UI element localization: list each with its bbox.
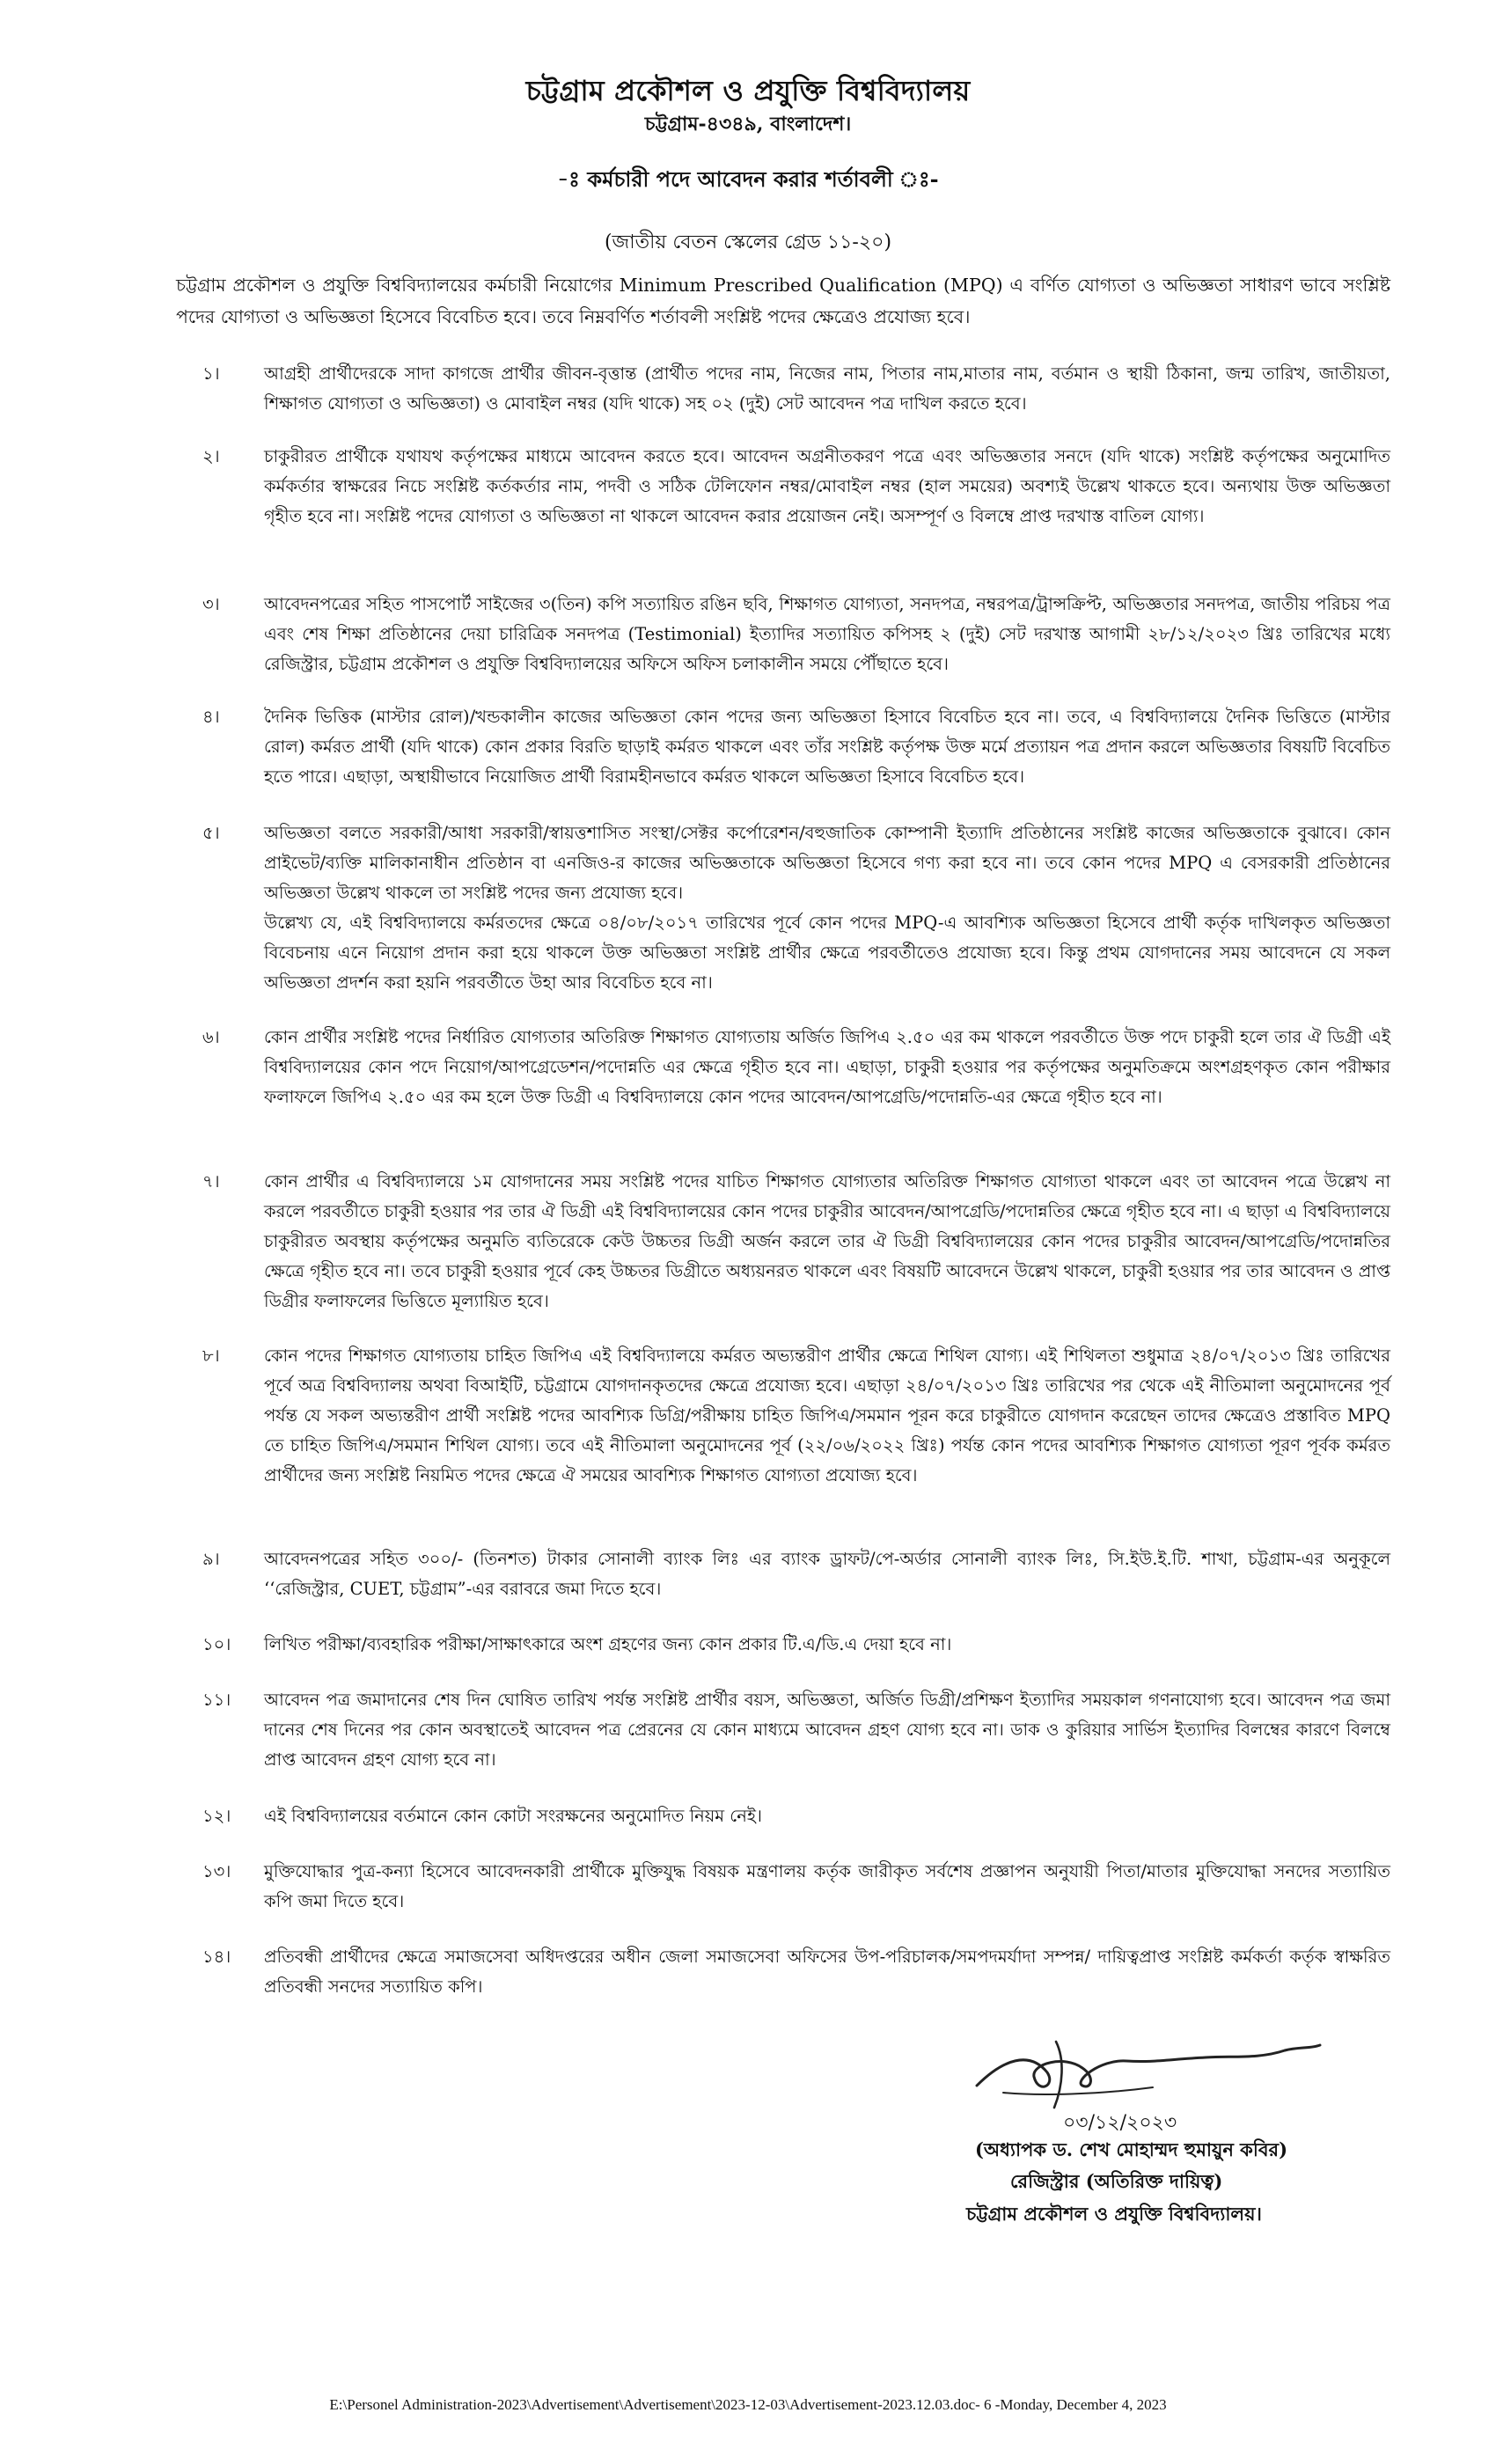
condition-item-1 — [176, 359, 1390, 419]
item-text: মুক্তিযোদ্ধার পুত্র-কন্যা হিসেবে আবেদনকারী প্রার্থীকে মুক্তিযুদ্ধ বিষয়ক মন্ত্রণালয় কর্তৃক জারীকৃত সর্বশেষ প্রজ্ঞাপন অনুযায়ী পিতা/মাতার মুক্তিযোদ্ধা সনদের সত্যায়িত কপি জমা দিতে হবে। — [264, 1861, 1390, 1911]
item-text: প্রতিবন্ধী প্রার্থীদের ক্ষেত্রে সমাজসেবা অধিদপ্তরের অধীন জেলা সমাজসেবা অফিসের উপ-পরিচালক/সমপদমর্যাদা সম্পন্ন/ দায়িত্বপ্রাপ্ত সংশ্লিষ্ট কর্মকর্তা কর্তৃক স্বাক্ষরিত প্রতিবন্ধী সনদের সত্যায়িত কপি। — [264, 1947, 1390, 1997]
item-number: ১০। — [202, 1634, 231, 1654]
item-number: ৫। — [202, 823, 220, 843]
condition-item-5 — [176, 818, 1390, 998]
signatory-organization: চট্টগ্রাম প্রকৌশল ও প্রযুক্তি বিশ্ববিদ্যালয়। — [966, 2203, 1262, 2225]
condition-item-11 — [176, 1685, 1390, 1775]
item-number: ৬। — [202, 1027, 220, 1047]
item-number: ১। — [202, 363, 220, 384]
item-text: আবেদনপত্রের সহিত ৩০০/- (তিনশত) টাকার সোনালী ব্যাংক লিঃ এর ব্যাংক ড্রাফট/পে-অর্ডার সোনালী ব্যাংক লিঃ, সি.ইউ.ই.টি. শাখা, চট্টগ্রাম-এর অনুকূলে ‘‘রেজিস্ট্রার, CUET, চট্টগ্রাম”-এর বরাবরে জমা দিতে হবে। — [264, 1549, 1390, 1599]
condition-item-13 — [176, 1857, 1390, 1917]
item-text: কোন প্রার্থীর এ বিশ্ববিদ্যালয়ে ১ম যোগদানের সময় সংশ্লিষ্ট পদের যাচিত শিক্ষাগত যোগ্যতার অতিরিক্ত শিক্ষাগত যোগ্যতা থাকলে এবং তা আবেদন পত্রে উল্লেখ না করলে পরবর্তীতে চাকুরী হওয়ার পর তার ঐ ডিগ্রী এই বিশ্ববিদ্যালয়ের কোন পদের চাকুরীর আবেদন/আপগ্রেডি/পদোন্নতির ক্ষেত্রে গৃহীত হবে না। এ ছাড়া এ বিশ্ববিদ্যালয়ে চাকুরীরত অবস্থায় কর্তৃপক্ষের অনুমতি ব্যতিরেকে কেউ উচ্চতর ডিগ্রী অর্জন করলে তার ঐ ডিগ্রী বিশ্ববিদ্যালয়ের কোন পদের চাকুরীর আবেদন/আপগ্রেডি/পদোন্নতির ক্ষেত্রে গৃহীত হবে না। তবে চাকুরী হওয়ার পূর্বে কেহ উচ্চতর ডিগ্রীতে অধ্যয়নরত থাকলে এবং বিষয়টি আবেদনে উল্লেখ থাকলে, চাকুরী হওয়ার পর তার আবেদন ও প্রাপ্ত ডিগ্রীর ফলাফলের ভিত্তিতে মূল্যায়িত হবে। — [264, 1171, 1390, 1311]
condition-item-8 — [176, 1341, 1390, 1491]
signature-date: ০৩/১২/২০২৩ — [1063, 2112, 1177, 2134]
condition-item-4 — [176, 702, 1390, 792]
item-text: এই বিশ্ববিদ্যালয়ের বর্তমানে কোন কোটা সংরক্ষনের অনুমোদিত নিয়ম নেই। — [264, 1806, 762, 1826]
item-text: কোন প্রার্থীর সংশ্লিষ্ট পদের নির্ধারিত যোগ্যতার অতিরিক্ত শিক্ষাগত যোগ্যতায় অর্জিত জিপিএ ২.৫০ এর কম থাকলে পরবর্তীতে উক্ত পদে চাকুরী হলে তার ঐ ডিগ্রী এই বিশ্ববিদ্যালয়ের কোন পদে নিয়োগ/আপগ্রেডেশন/পদোন্নতি এর ক্ষেত্রে গৃহীত হবে না। এছাড়া, চাকুরী হওয়ার পর কর্তৃপক্ষের অনুমতিক্রমে অংশগ্রহণকৃত কোন পরীক্ষার ফলাফলে জিপিএ ২.৫০ এর কম হলে উক্ত ডিগ্রী এ বিশ্ববিদ্যালয়ে কোন পদের আবেদন/আপগ্রেডি/পদোন্নতি-এর ক্ষেত্রে গৃহীত হবে না। — [264, 1027, 1390, 1107]
item-number: ৩। — [202, 594, 220, 614]
item-text: আবেদন পত্র জমাদানের শেষ দিন ঘোষিত তারিখ পর্যন্ত সংশ্লিষ্ট প্রার্থীর বয়স, অভিজ্ঞতা, অর্জিত ডিগ্রী/প্রশিক্ষণ ইত্যাদির সময়কাল গণনাযোগ্য হবে। আবেদন পত্র জমা দানের শেষ দিনের পর কোন অবস্থাতেই আবেদন পত্র প্রেরনের যে কোন মাধ্যমে আবেদন গ্রহণ যোগ্য হবে না। ডাক ও কুরিয়ার সার্ভিস ইত্যাদির বিলম্বের কারণে বিলম্বে প্রাপ্ত আবেদন গ্রহণ যোগ্য হবে না। — [264, 1690, 1390, 1770]
signatory-name: (অধ্যাপক ড. শেখ মোহাম্মদ হুমায়ুন কবির) — [975, 2138, 1288, 2160]
item-text: কোন পদের শিক্ষাগত যোগ্যতায় চাহিত জিপিএ এই বিশ্ববিদ্যালয়ে কর্মরত অভ্যন্তরীণ প্রার্থীর ক্ষেত্রে শিথিল যোগ্য। এই শিথিলতা শুধুমাত্র ২৪/০৭/২০১৩ খ্রিঃ তারিখের পূর্বে অত্র বিশ্ববিদ্যালয় অথবা বিআইটি, চট্টগ্রামে যোগদানকৃতদের ক্ষেত্রে প্রযোজ্য হবে। এছাড়া ২৪/০৭/২০১৩ খ্রিঃ তারিখের পর থেকে এই নীতিমালা অনুমোদনের পূর্ব পর্যন্ত যে সকল অভ্যন্তরীণ প্রার্থী সংশ্লিষ্ট পদের আবশ্যিক ডিগ্রি/পরীক্ষায় চাহিত জিপিএ/সমমান পূরন করে চাকুরীতে যোগদান করেছেন তাদের ক্ষেত্রেও প্রস্তাবিত MPQ তে চাহিত জিপিএ/সমমান শিথিল যোগ্য। তবে এই নীতিমালা অনুমোদনের পূর্ব (২২/০৬/২০২২ খ্রিঃ) পর্যন্ত কোন পদের আবশ্যিক শিক্ষাগত যোগ্যতা পূরণ পূর্বক কর্মরত প্রার্থীদের জন্য সংশ্লিষ্ট নিয়মিত পদের ক্ষেত্রে ঐ সময়ের আবশ্যিক শিক্ষাগত যোগ্যতা প্রযোজ্য হবে। — [264, 1346, 1390, 1485]
condition-item-9 — [176, 1544, 1390, 1604]
condition-item-3 — [176, 590, 1390, 679]
item-number: ২। — [202, 446, 220, 466]
intro-paragraph: চট্টগ্রাম প্রকৌশল ও প্রযুক্তি বিশ্ববিদ্যালয়ের কর্মচারী নিয়োগের Minimum Prescribed Qualification (MPQ) এ বর্ণিত যোগ্যতা ও অভিজ্ঞতা সাধারণ ভাবে সংশ্লিষ্ট পদের যোগ্যতা ও অভিজ্ঞতা হিসেবে বিবেচিত হবে। তবে নিম্নবর্ণিত শর্তাবলী সংশ্লিষ্ট পদের ক্ষেত্রেও প্রযোজ্য হবে। — [176, 275, 1390, 327]
university-address: চট্টগ্রাম-৪৩৪৯, বাংলাদেশ। — [644, 113, 852, 136]
condition-item-2 — [176, 442, 1390, 532]
item-number: ৮। — [202, 1346, 220, 1366]
university-title: চট্টগ্রাম প্রকৌশল ও প্রযুক্তি বিশ্ববিদ্যালয় — [525, 74, 971, 107]
condition-item-7 — [176, 1167, 1390, 1316]
item-number: ৯। — [202, 1549, 220, 1569]
item-number: ৭। — [202, 1171, 220, 1192]
signatory-designation: রেজিস্ট্রার (অতিরিক্ত দায়িত্ব) — [1010, 2170, 1223, 2192]
item-number: ৪। — [202, 707, 220, 727]
item-text: আগ্রহী প্রার্থীদেরকে সাদা কাগজে প্রার্থীর জীবন-বৃত্তান্ত (প্রার্থীত পদের নাম, নিজের নাম, পিতার নাম,মাতার নাম, বর্তমান ও স্থায়ী ঠিকানা, জন্ম তারিখ, জাতীয়তা, শিক্ষাগত যোগ্যতা ও অভিজ্ঞতা) ও মোবাইল নম্বর (যদি থাকে) সহ ০২ (দুই) সেট আবেদন পত্র দাখিল করতে হবে। — [264, 363, 1390, 414]
condition-item-6 — [176, 1023, 1390, 1112]
condition-item-12 — [176, 1801, 1390, 1831]
file-path-footer: E:\Personel Administration-2023\Advertisement\Advertisement\2023-12-03\Advertisement-2023.12.03.doc- 6 -Monday, December 4, 2023 — [329, 2396, 1167, 2413]
item-text: আবেদনপত্রের সহিত পাসপোর্ট সাইজের ৩(তিন) কপি সত্যায়িত রঙিন ছবি, শিক্ষাগত যোগ্যতা, সনদপত্র, নম্বরপত্র/ট্রান্সক্রিপ্ট, অভিজ্ঞতার সনদপত্র, জাতীয় পরিচয় পত্র এবং শেষ শিক্ষা প্রতিষ্ঠানের দেয়া চারিত্রিক সনদপত্র (Testimonial) ইত্যাদির সত্যায়িত কপিসহ ২ (দুই) সেট দরখাস্ত আগামী ২৮/১২/২০২৩ খ্রিঃ তারিখের মধ্যে রেজিস্ট্রার, চট্টগ্রাম প্রকৌশল ও প্রযুক্তি বিশ্ববিদ্যালয়ের অফিসে অফিস চলাকালীন সময়ে পৌঁছাতে হবে। — [264, 594, 1390, 674]
item-text: অভিজ্ঞতা বলতে সরকারী/আধা সরকারী/স্বায়ত্তশাসিত সংস্থা/সেক্টর কর্পোরেশন/বহুজাতিক কোম্পানী ইত্যাদি প্রতিষ্ঠানের সংশ্লিষ্ট কাজের অভিজ্ঞতাকে বুঝাবে। কোন প্রাইভেট/ব্যক্তি মালিকানাধীন প্রতিষ্ঠান বা এনজিও-র কাজের অভিজ্ঞতাকে অভিজ্ঞতা হিসেবে গণ্য করা হবে না। তবে কোন পদের MPQ এ বেসরকারী প্রতিষ্ঠানের অভিজ্ঞতা উল্লেখ থাকলে তা সংশ্লিষ্ট পদের জন্য প্রযোজ্য হবে। — [264, 823, 1390, 903]
item-number: ১৩। — [202, 1861, 231, 1881]
condition-item-10 — [176, 1630, 1390, 1660]
item-text: লিখিত পরীক্ষা/ব্যবহারিক পরীক্ষা/সাক্ষাৎকারে অংশ গ্রহণের জন্য কোন প্রকার টি.এ/ডি.এ দেয়া হবে না। — [264, 1634, 952, 1654]
document-heading: -ঃ কর্মচারী পদে আবেদন করার শর্তাবলী ঃ- — [557, 166, 939, 192]
condition-item-14 — [176, 1942, 1390, 2002]
item-number: ১২। — [202, 1806, 231, 1826]
item-text: দৈনিক ভিত্তিক (মাস্টার রোল)/খন্ডকালীন কাজের অভিজ্ঞতা কোন পদের জন্য অভিজ্ঞতা হিসাবে বিবেচিত হবে না। তবে, এ বিশ্ববিদ্যালয়ে দৈনিক ভিত্তিতে (মাস্টার রোল) কর্মরত প্রার্থী (যদি থাকে) কোন প্রকার বিরতি ছাড়াই কর্মরত থাকলে এবং তাঁর সংশ্লিষ্ট কর্তৃপক্ষ উক্ত মর্মে প্রত্যায়ন পত্র প্রদান করলে অভিজ্ঞতার বিষয়টি বিবেচিত হতে পারে। এছাড়া, অস্থায়ীভাবে নিয়োজিত প্রার্থী বিরামহীনভাবে কর্মরত থাকলে অভিজ্ঞতা হিসাবে বিবেচিত হবে। — [264, 707, 1390, 787]
item-text: চাকুরীরত প্রার্থীকে যথাযথ কর্তৃপক্ষের মাধ্যমে আবেদন করতে হবে। আবেদন অগ্রনীতকরণ পত্রে এবং অভিজ্ঞতার সনদে (যদি থাকে) সংশ্লিষ্ট কর্তৃপক্ষের অনুমোদিত কর্মকর্তার স্বাক্ষরের নিচে সংশ্লিষ্ট কর্তকর্তার নাম, পদবী ও সঠিক টেলিফোন নম্বর/মোবাইল নম্বর (হাল সময়ের) অবশ্যই উল্লেখ থাকতে হবে। অন্যথায় উক্ত অভিজ্ঞতা গৃহীত হবে না। সংশ্লিষ্ট পদের যোগ্যতা ও অভিজ্ঞতা না থাকলে আবেদন করার প্রয়োজন নেই। অসম্পূর্ণ ও বিলম্বে প্রাপ্ত দরখাস্ত বাতিল যোগ্য। — [264, 446, 1390, 526]
pay-scale-note: (জাতীয় বেতন স্কেলের গ্রেড ১১-২০) — [604, 231, 892, 253]
item-number: ১৪। — [202, 1947, 231, 1967]
item-text-note: উল্লেখ্য যে, এই বিশ্ববিদ্যালয়ে কর্মরতদের ক্ষেত্রে ০৪/০৮/২০১৭ তারিখের পূর্বে কোন পদের MPQ-এ আবশ্যিক অভিজ্ঞতা হিসেবে প্রার্থী কর্তৃক দাখিলকৃত অভিজ্ঞতা বিবেচনায় এনে নিয়োগ প্রদান করা হয়ে থাকলে উক্ত অভিজ্ঞতা সংশ্লিষ্ট প্রার্থীর ক্ষেত্রে পরবর্তীতেও প্রযোজ্য হবে। কিন্তু প্রথম যোগদানের সময় আবেদনে যে সকল অভিজ্ঞতা প্রদর্শন করা হয়নি পরবর্তীতে উহা আর বিবেচিত হবে না। — [264, 913, 1390, 993]
handwritten-signature — [950, 2024, 1338, 2121]
item-number: ১১। — [202, 1690, 231, 1710]
